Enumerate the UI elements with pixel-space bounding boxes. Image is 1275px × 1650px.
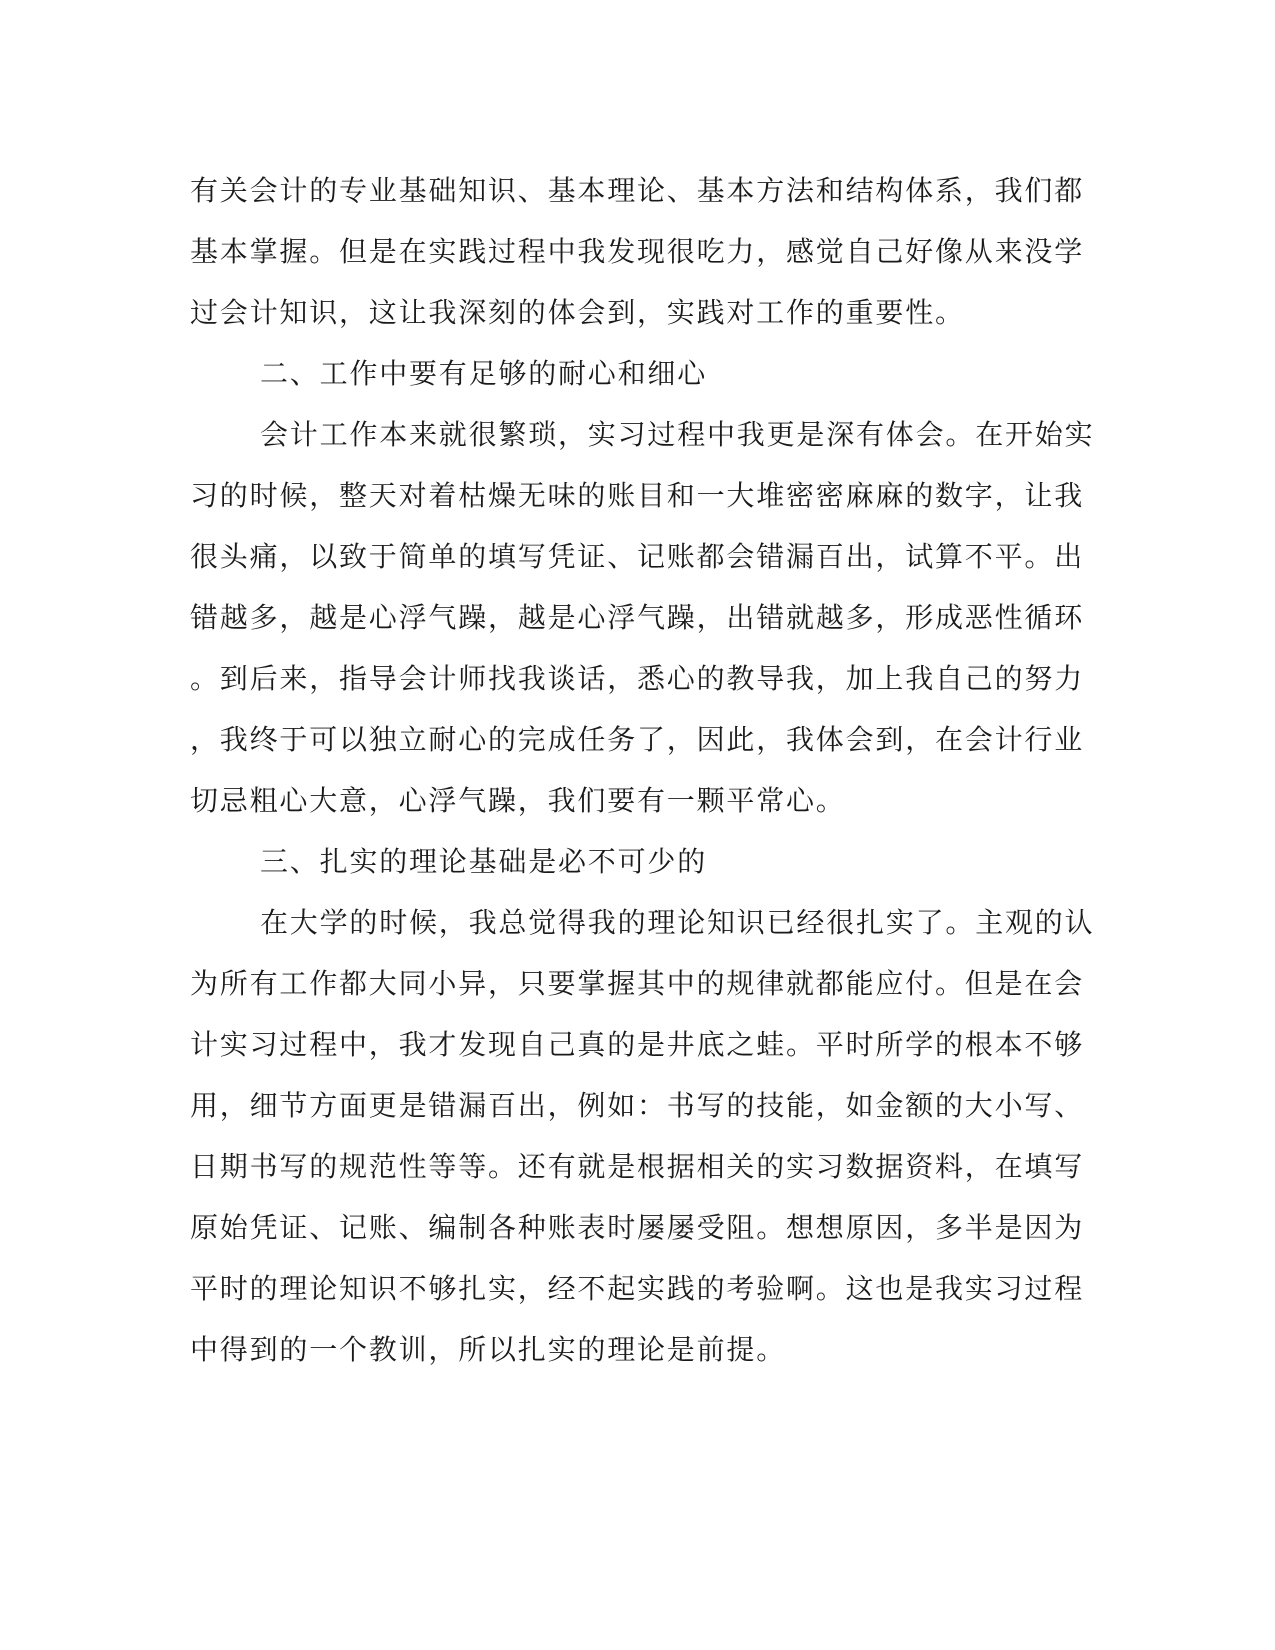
text-line: 中得到的一个教训，所以扎实的理论是前提。 [190,1333,787,1366]
section-heading-2: 二、工作中要有足够的耐心和细心 [260,357,708,390]
section-heading-3: 三、扎实的理论基础是必不可少的 [260,845,708,878]
text-line: 错越多，越是心浮气躁，越是心浮气躁，出错就越多，形成恶性循环 [190,601,1085,634]
text-line: 日期书写的规范性等等。还有就是根据相关的实习数据资料，在填写 [190,1150,1085,1183]
text-line: 习的时候，整天对着枯燥无味的账目和一大堆密密麻麻的数字，让我 [190,479,1085,512]
text-line: 用，细节方面更是错漏百出，例如：书写的技能，如金额的大小写、 [190,1089,1085,1122]
text-line: 很头痛，以致于简单的填写凭证、记账都会错漏百出，试算不平。出 [190,540,1085,573]
text-line: 基本掌握。但是在实践过程中我发现很吃力，感觉自己好像从来没学 [190,235,1085,268]
text-line: 为所有工作都大同小异，只要掌握其中的规律就都能应付。但是在会 [190,967,1085,1000]
text-line: 。到后来，指导会计师找我谈话，悉心的教导我，加上我自己的努力 [190,662,1085,695]
text-line: 会计工作本来就很繁琐，实习过程中我更是深有体会。在开始实 [260,418,1095,451]
paragraph-theory [190,892,1095,1380]
text-line: 过会计知识，这让我深刻的体会到，实践对工作的重要性。 [190,296,965,329]
text-line: 平时的理论知识不够扎实，经不起实践的考验啊。这也是我实习过程 [190,1272,1085,1305]
text-line: ，我终于可以独立耐心的完成任务了，因此，我体会到，在会计行业 [190,723,1085,756]
text-line: 在大学的时候，我总觉得我的理论知识已经很扎实了。主观的认 [260,906,1095,939]
text-line: 切忌粗心大意，心浮气躁，我们要有一颗平常心。 [190,784,846,817]
text-line: 计实习过程中，我才发现自己真的是井底之蛙。平时所学的根本不够 [190,1028,1085,1061]
document-body [190,160,1095,1380]
paragraph-continuation [190,160,1090,343]
text-line: 有关会计的专业基础知识、基本理论、基本方法和结构体系，我们都 [190,174,1085,207]
text-line: 原始凭证、记账、编制各种账表时屡屡受阻。想想原因，多半是因为 [190,1211,1085,1244]
paragraph-patience [190,404,1095,831]
